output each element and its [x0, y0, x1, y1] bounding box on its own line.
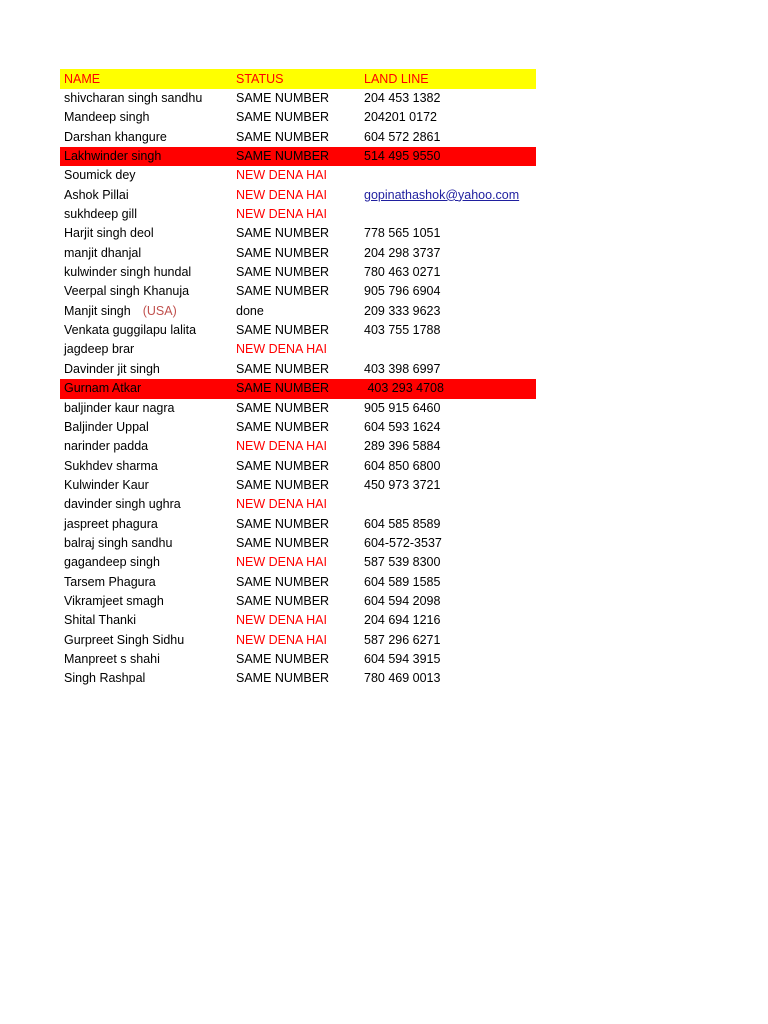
name-text: Harjit singh deol — [64, 226, 154, 241]
name-cell — [64, 418, 149, 437]
status-cell: SAME NUMBER — [236, 284, 330, 299]
name-text: Lakhwinder singh — [64, 149, 162, 164]
header-row — [60, 69, 536, 89]
name-text: davinder singh ughra — [64, 497, 181, 512]
name-cell — [64, 553, 160, 572]
land-line-cell: 780 463 0271 — [364, 265, 441, 280]
status-cell: SAME NUMBER — [236, 381, 330, 396]
name-text: kulwinder singh hundal — [64, 265, 192, 280]
name-text: Sukhdev sharma — [64, 458, 158, 473]
name-text: jagdeep brar — [64, 342, 135, 357]
land-line-cell: 604 593 1624 — [364, 419, 441, 434]
table-row — [60, 224, 536, 243]
status-cell: SAME NUMBER — [236, 574, 330, 589]
table-row — [60, 553, 536, 572]
status-cell: SAME NUMBER — [236, 458, 330, 473]
name-text: shivcharan singh sandhu — [64, 91, 203, 105]
table-row — [60, 379, 536, 398]
table-row — [60, 360, 536, 379]
name-cell — [64, 282, 189, 301]
land-line-cell: 604 594 2098 — [364, 593, 441, 608]
land-line-cell: 778 565 1051 — [364, 226, 441, 241]
status-cell: SAME NUMBER — [236, 110, 330, 125]
name-text: baljinder kaur nagra — [64, 400, 175, 415]
name-text: Veerpal singh Khanuja — [64, 284, 190, 299]
name-cell — [64, 379, 141, 398]
name-text: Kulwinder Kaur — [64, 477, 149, 492]
name-cell — [64, 244, 141, 263]
name-text: Gurpreet Singh Sidhu — [64, 632, 185, 647]
land-line-cell: 403 293 4708 — [364, 381, 444, 396]
name-text: Davinder jit singh — [64, 361, 160, 376]
header-status: STATUS — [236, 72, 284, 86]
name-cell — [64, 128, 167, 147]
name-cell — [64, 476, 149, 495]
status-cell: NEW DENA HAI — [236, 187, 327, 202]
name-cell — [64, 302, 177, 321]
status-cell: SAME NUMBER — [236, 516, 330, 531]
table-row — [60, 515, 536, 534]
table-row — [60, 534, 536, 553]
name-cell — [64, 205, 137, 224]
table-row — [60, 244, 536, 263]
name-cell — [64, 573, 156, 592]
table-row — [60, 282, 536, 301]
header-name: NAME — [64, 72, 101, 86]
name-text: Baljinder Uppal — [64, 419, 149, 434]
name-text: manjit dhanjal — [64, 245, 142, 260]
name-cell — [64, 534, 172, 553]
contact-sheet — [60, 69, 536, 689]
land-line-cell: 604 850 6800 — [364, 458, 441, 473]
name-cell — [64, 263, 191, 282]
name-cell — [64, 650, 160, 669]
table-row — [60, 166, 536, 185]
name-cell — [64, 437, 148, 456]
name-text: Vikramjeet smagh — [64, 593, 164, 608]
land-line-cell: 905 915 6460 — [364, 400, 441, 415]
name-cell — [64, 457, 158, 476]
table-row — [60, 437, 536, 456]
table-row — [60, 476, 536, 495]
table-row — [60, 650, 536, 669]
status-cell: SAME NUMBER — [236, 265, 330, 280]
table-row — [60, 108, 536, 127]
land-line-cell: 204 694 1216 — [364, 613, 441, 628]
name-text: balraj singh sandhu — [64, 535, 173, 550]
name-text: sukhdeep gill — [64, 207, 137, 222]
status-cell: NEW DENA HAI — [236, 168, 327, 183]
status-cell: SAME NUMBER — [236, 419, 330, 434]
name-cell — [64, 495, 181, 514]
status-cell: done — [236, 303, 264, 318]
land-line-cell: 780 469 0013 — [364, 671, 441, 686]
name-text: narinder padda — [64, 439, 149, 454]
header-land-line: LAND LINE — [364, 72, 429, 86]
name-text: Tarsem Phagura — [64, 574, 156, 589]
name-text: Soumick dey — [64, 168, 136, 183]
land-line-cell: 587 539 8300 — [364, 555, 441, 570]
status-cell: SAME NUMBER — [236, 477, 330, 492]
status-cell: SAME NUMBER — [236, 651, 330, 666]
land-line-cell: 905 796 6904 — [364, 284, 441, 299]
name-text: gagandeep singh — [64, 555, 160, 570]
name-cell — [64, 108, 149, 127]
land-line-cell: 204201 0172 — [364, 110, 437, 125]
land-line-cell: 604 589 1585 — [364, 574, 441, 589]
status-cell: SAME NUMBER — [236, 535, 330, 550]
table-row — [60, 89, 536, 108]
status-cell: NEW DENA HAI — [236, 207, 327, 222]
status-cell: SAME NUMBER — [236, 91, 330, 105]
name-cell — [64, 592, 164, 611]
name-text: Shital Thanki — [64, 613, 137, 628]
table-row — [60, 302, 536, 321]
table-row — [60, 592, 536, 611]
table-row — [60, 418, 536, 437]
table-body — [60, 89, 536, 689]
status-cell: NEW DENA HAI — [236, 613, 327, 628]
status-cell: NEW DENA HAI — [236, 555, 327, 570]
name-cell — [64, 166, 136, 185]
name-text: Ashok Pillai — [64, 187, 129, 202]
status-cell: SAME NUMBER — [236, 400, 330, 415]
status-cell: SAME NUMBER — [236, 149, 330, 164]
land-line-cell: 604 585 8589 — [364, 516, 441, 531]
table-row — [60, 128, 536, 147]
status-cell: SAME NUMBER — [236, 323, 330, 338]
name-cell — [64, 224, 154, 243]
status-cell: NEW DENA HAI — [236, 632, 327, 647]
status-cell: SAME NUMBER — [236, 671, 330, 686]
table-row — [60, 147, 536, 166]
name-text: Venkata guggilapu lalita — [64, 323, 197, 338]
name-note: (USA) — [142, 303, 177, 318]
email-link[interactable]: gopinathashok@yahoo.com — [364, 187, 520, 202]
table-row — [60, 340, 536, 359]
name-cell — [64, 340, 134, 359]
name-cell — [64, 360, 160, 379]
table-row — [60, 205, 536, 224]
table-row — [60, 186, 536, 205]
land-line-cell: 204 453 1382 — [364, 91, 441, 105]
table-row — [60, 457, 536, 476]
name-text: jaspreet phagura — [64, 516, 158, 531]
status-cell: SAME NUMBER — [236, 245, 330, 260]
status-cell: SAME NUMBER — [236, 593, 330, 608]
name-cell — [64, 89, 202, 108]
table-row — [60, 611, 536, 630]
table-row — [60, 399, 536, 418]
name-text: Mandeep singh — [64, 110, 150, 125]
name-text: Manjit singh — [64, 303, 131, 318]
land-line-cell: 204 298 3737 — [364, 245, 441, 260]
name-text: Gurnam Atkar — [64, 381, 142, 396]
land-line-cell: 604 572 2861 — [364, 129, 441, 144]
status-cell: NEW DENA HAI — [236, 439, 327, 454]
name-cell — [64, 631, 184, 650]
status-cell: SAME NUMBER — [236, 361, 330, 376]
land-line-cell: 514 495 9550 — [364, 149, 441, 164]
name-text: Manpreet s shahi — [64, 651, 160, 666]
land-line-cell: 289 396 5884 — [364, 439, 441, 454]
name-text: Darshan khangure — [64, 129, 167, 144]
name-cell — [64, 515, 158, 534]
land-line-cell: 604 594 3915 — [364, 651, 441, 666]
status-cell: SAME NUMBER — [236, 226, 330, 241]
name-cell — [64, 399, 175, 418]
name-cell — [64, 669, 145, 688]
status-cell: SAME NUMBER — [236, 129, 330, 144]
land-line-cell: 403 398 6997 — [364, 361, 441, 376]
name-cell — [64, 611, 136, 630]
land-line-cell: 450 973 3721 — [364, 477, 441, 492]
table-row — [60, 495, 536, 514]
name-cell — [64, 186, 129, 205]
table-row — [60, 321, 536, 340]
land-line-cell: 604-572-3537 — [364, 535, 442, 550]
land-line-cell: 403 755 1788 — [364, 323, 441, 338]
name-cell — [64, 321, 196, 340]
table-row — [60, 631, 536, 650]
land-line-cell: 209 333 9623 — [364, 303, 441, 318]
status-cell: NEW DENA HAI — [236, 342, 327, 357]
table-row — [60, 669, 536, 688]
land-line-cell: 587 296 6271 — [364, 632, 441, 647]
status-cell: NEW DENA HAI — [236, 497, 327, 512]
table-row — [60, 263, 536, 282]
name-cell — [64, 147, 161, 166]
table-row — [60, 573, 536, 592]
name-text: Singh Rashpal — [64, 671, 146, 686]
